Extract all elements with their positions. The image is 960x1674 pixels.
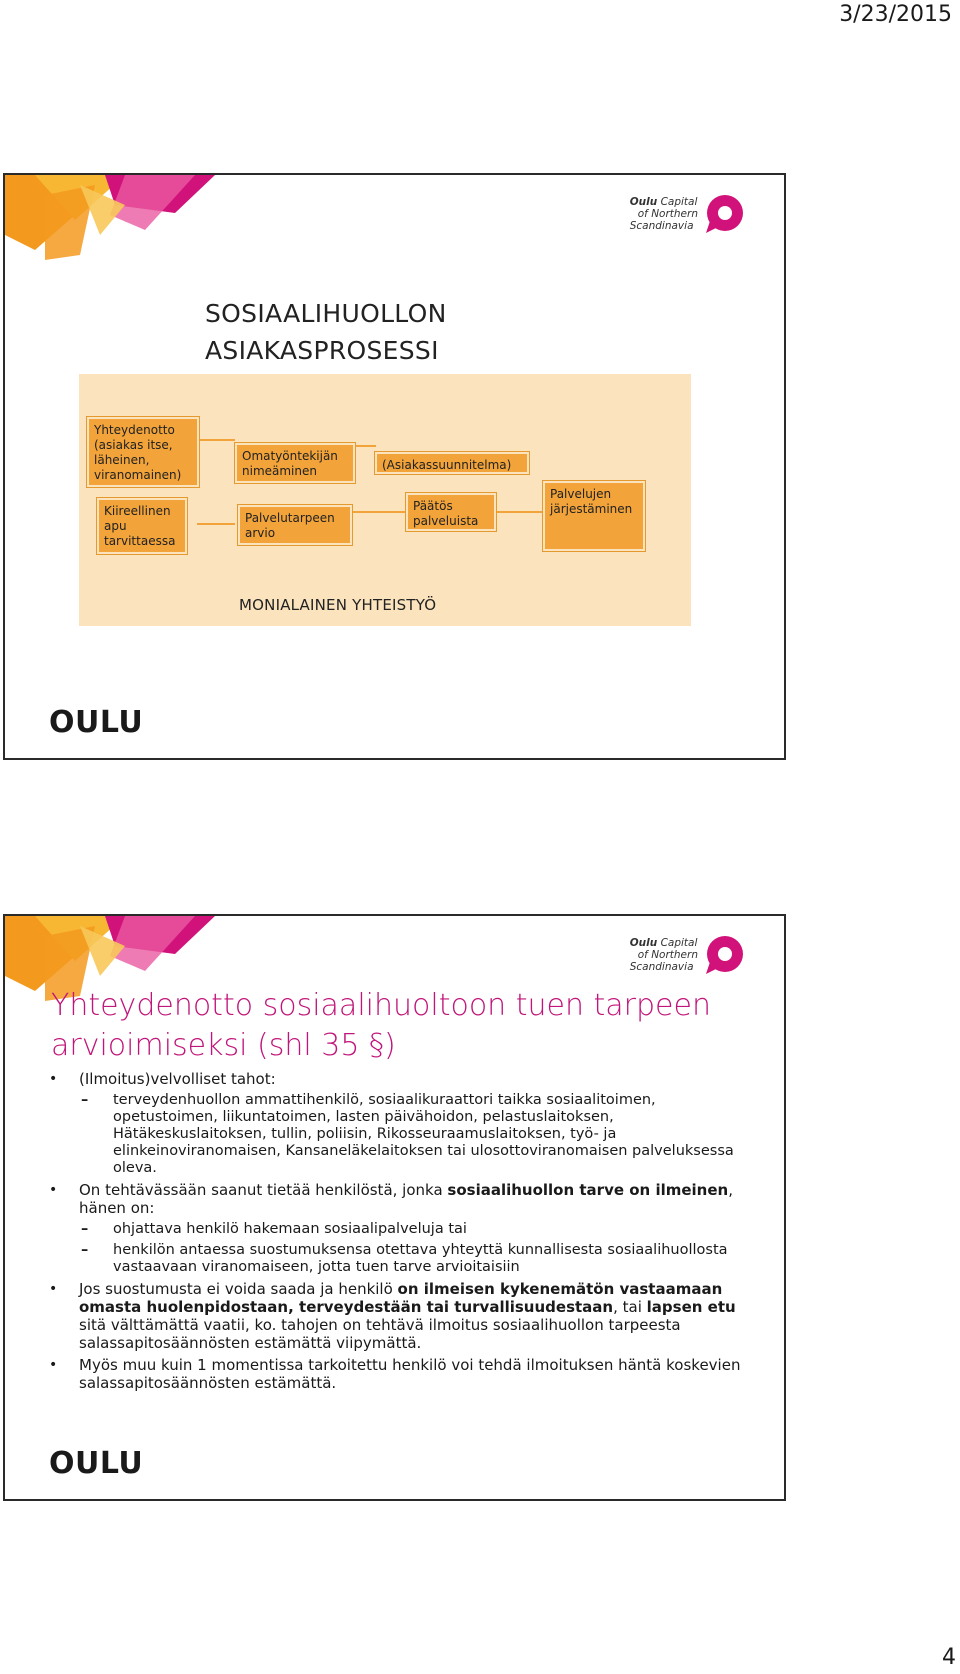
capital-speech-bubble-icon	[704, 934, 746, 976]
sub-bullet-guide: – ohjattava henkilö hakemaan sosiaalipalveluja tai	[49, 1221, 749, 1238]
oulu-capital-logo: Oulu Capital of Northern Scandinavia	[630, 934, 746, 976]
slide-contact-assessment	[3, 914, 786, 1501]
box-asiakassuunnitelma: (Asiakassuunnitelma)	[375, 452, 529, 474]
bullet-other-person: • Myös muu kuin 1 momentissa tarkoitettu henkilö voi tehdä ilmoituksen häntä koskevien salassapitosäännösten estämättä.	[49, 1356, 749, 1392]
sub-bullet-parties-list: – terveydenhuollon ammattihenkilö, sosiaalikuraattori taikka sosiaalitoimen, opetustoimen, liikuntatoimen, lasten päivähoidon, pelastuslaitoksen, Hätäkeskuslaitoksen, tullin, poliisin, Rikosseuraamuslaitoksen, työ- ja elinkeinoviranomaisen, Kansaneläkelaitoksen tai ulosottoviranomaisen palveluksessa oleva.	[49, 1092, 749, 1177]
sub-bullet-contact-authority: – henkilön antaessa suostumuksensa otettava yhteyttä kunnallisesta sosiaalihuollosta vastaavaan viranomaiseen, jotta tuen tarve arvioitaisiin	[49, 1242, 749, 1276]
bullet-obvious-need: • On tehtävässään saanut tietää henkilöstä, jonka sosiaalihuollon tarve on ilmeinen, hänen on:	[49, 1181, 749, 1217]
diagram-caption: MONIALAINEN YHTEISTYÖ	[239, 596, 437, 614]
corner-decoration-graphic	[5, 175, 255, 275]
box-omatyontekija: Omatyöntekijän nimeäminen	[235, 443, 355, 483]
box-kiireellinen-apu: Kiireellinen apu tarvittaessa	[97, 498, 187, 554]
oulu-logo: OULU	[49, 1446, 144, 1481]
box-palvelujen-jarjestaminen: Palvelujen järjestäminen	[543, 481, 645, 551]
page-date: 3/23/2015	[839, 2, 952, 27]
slide-process-diagram	[3, 173, 786, 760]
oulu-capital-logo: Oulu Capital of Northern Scandinavia	[630, 193, 746, 235]
box-palvelutarpeen-arvio: Palvelutarpeen arvio	[238, 505, 352, 545]
oulu-logo: OULU	[49, 705, 144, 740]
bullet-obligated-parties: • (Ilmoitus)velvolliset tahot:	[49, 1070, 749, 1088]
capital-speech-bubble-icon	[704, 193, 746, 235]
page-number: 4	[942, 1645, 956, 1670]
slide-title: Yhteydenotto sosiaalihuoltoon tuen tarpeen arvioimiseksi (shl 35 §)	[51, 988, 711, 1063]
process-diagram-panel	[79, 374, 691, 626]
box-yhteydenotto: Yhteydenotto (asiakas itse, läheinen, viranomainen)	[87, 417, 199, 487]
box-paatos-palveluista: Päätös palveluista	[406, 493, 496, 531]
diagram-title: SOSIAALIHUOLLON ASIAKASPROSESSI	[205, 299, 447, 365]
slide-body	[49, 1070, 749, 1396]
bullet-no-consent: • Jos suostumusta ei voida saada ja henkilö on ilmeisen kykenemätön vastaamaan omasta huolenpidostaan, terveydestään tai turvallisuudestaan, tai lapsen etu sitä välttämättä vaatii, ko. tahojen on tehtävä ilmoitus sosiaalihuollon tarpeesta salassapitosäännösten estämättä viipymättä.	[49, 1280, 749, 1352]
